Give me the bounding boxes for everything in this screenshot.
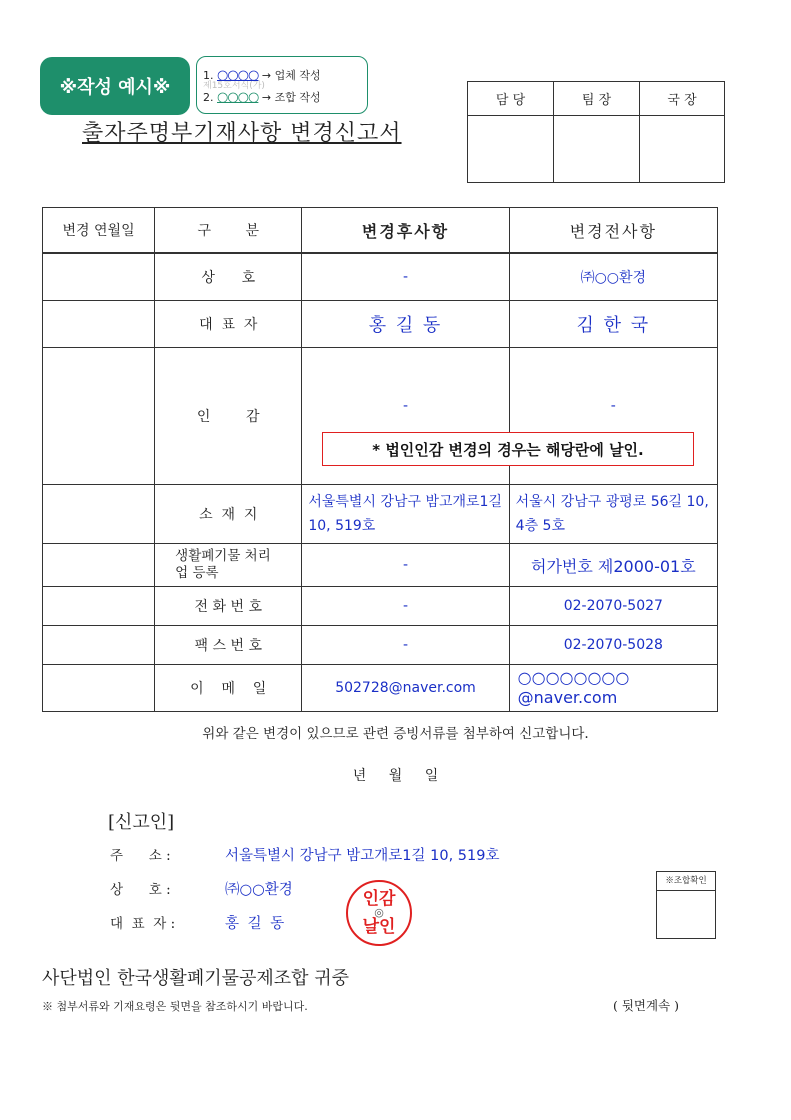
header-after: 변경후사항: [302, 208, 509, 254]
seal-circle-icon: ◎: [374, 906, 384, 919]
date-line: 년 월 일: [352, 768, 439, 784]
row-date-cell[interactable]: [43, 544, 155, 587]
seal-line2: 날인: [362, 917, 396, 937]
row-before[interactable]: 02-2070-5028: [509, 626, 717, 665]
row-after[interactable]: -: [302, 587, 509, 626]
row-label: 대 표 자: [155, 301, 302, 348]
row-date-cell[interactable]: [43, 485, 155, 544]
row-date-cell[interactable]: [43, 253, 155, 301]
row-after[interactable]: -: [302, 253, 509, 301]
seal-stamp[interactable]: [346, 880, 412, 946]
seal-line1: 인감: [362, 889, 396, 909]
table-header-row: [43, 208, 718, 254]
row-date-cell[interactable]: [43, 626, 155, 665]
row-label: 생활폐기물 처리업 등록: [155, 544, 302, 587]
row-before[interactable]: -: [509, 348, 717, 485]
table-row: [43, 253, 718, 301]
header-change-date: 변경 연월일: [43, 208, 155, 254]
approval-header-staff: 담 당: [468, 82, 554, 116]
reporter-company-row: [110, 878, 293, 899]
row-before[interactable]: 서울시 강남구 광평로 56길 10, 4층 5호: [509, 485, 717, 544]
table-row: [43, 587, 718, 626]
row-after[interactable]: 서울특별시 강남구 밤고개로1길 10, 519호: [302, 485, 509, 544]
legend-box: [196, 56, 368, 114]
row-before[interactable]: 김 한 국: [509, 301, 717, 348]
continued-note: ( 뒷면계속 ): [613, 998, 680, 1013]
company-label: 상 호 :: [110, 882, 171, 898]
rep-value[interactable]: 홍 길 동: [225, 916, 287, 932]
row-label: 인 감: [155, 348, 302, 485]
declaration-statement: 위와 같은 변경이 있으므로 관련 증빙서류를 첨부하여 신고합니다.: [202, 726, 589, 742]
legend-row1-circles: ○○○○: [217, 68, 259, 83]
row-after[interactable]: -: [302, 626, 509, 665]
company-value[interactable]: ㈜○○환경: [225, 882, 293, 898]
header-category: 구 분: [155, 208, 302, 254]
row-after[interactable]: 502728@naver.com: [302, 665, 509, 712]
row-before[interactable]: ○○○○○○○○ @naver.com: [509, 665, 717, 712]
approval-table: [467, 81, 725, 183]
header-before: 변경전사항: [509, 208, 717, 254]
reporter-heading: [신고인]: [108, 812, 175, 833]
union-check-box[interactable]: [656, 871, 716, 939]
legend-row2-text: → 조합 작성: [261, 91, 321, 104]
document-title: 출자주명부기재사항 변경신고서: [82, 121, 402, 146]
row-label: 팩 스 번 호: [155, 626, 302, 665]
example-badge: ※작성 예시※: [40, 57, 190, 115]
row-after[interactable]: -: [302, 544, 509, 587]
row-date-cell[interactable]: [43, 348, 155, 485]
row-before[interactable]: ㈜○○환경: [509, 253, 717, 301]
row-date-cell[interactable]: [43, 301, 155, 348]
approval-sign-staff[interactable]: [468, 116, 554, 183]
legend-row2-number: 2.: [203, 91, 214, 104]
row-label: 상 호: [155, 253, 302, 301]
rep-label: 대 표 자 :: [110, 916, 176, 932]
footnote: ※ 첨부서류와 기재요령은 뒷면을 참조하시기 바랍니다.: [42, 1000, 308, 1013]
approval-header-director: 국 장: [640, 82, 725, 116]
row-before[interactable]: 02-2070-5027: [509, 587, 717, 626]
address-value[interactable]: 서울특별시 강남구 밤고개로1길 10, 519호: [225, 848, 500, 864]
union-check-label: ※조합확인: [657, 872, 715, 891]
table-row: [43, 301, 718, 348]
row-after[interactable]: 홍 길 동: [302, 301, 509, 348]
legend-row-union: [203, 89, 321, 105]
row-date-cell[interactable]: [43, 587, 155, 626]
table-row: [43, 665, 718, 712]
table-row: [43, 626, 718, 665]
row-after[interactable]: -: [302, 348, 509, 485]
row-before[interactable]: 허가번호 제2000-01호: [509, 544, 717, 587]
row-label: 소 재 지: [155, 485, 302, 544]
legend-row2-circles: ○○○○: [217, 90, 259, 105]
seal-note: * 법인인감 변경의 경우는 해당란에 날인.: [322, 432, 694, 466]
address-label: 주 소 :: [110, 848, 171, 864]
reporter-rep-row: [110, 912, 286, 933]
table-row: [43, 485, 718, 544]
reporter-address-row: [110, 844, 500, 865]
recipient: 사단법인 한국생활폐기물공제조합 귀중: [42, 968, 350, 989]
legend-row-company: [203, 67, 321, 83]
row-date-cell[interactable]: [43, 665, 155, 712]
row-label: 이 메 일: [155, 665, 302, 712]
approval-sign-team-lead[interactable]: [554, 116, 640, 183]
legend-row1-text: → 업체 작성: [261, 69, 321, 82]
approval-header-team-lead: 팀 장: [554, 82, 640, 116]
row-label: 전 화 번 호: [155, 587, 302, 626]
legend-row1-number: 1.: [203, 69, 214, 82]
table-row: [43, 544, 718, 587]
form-number-ghost: 제15호서식(가): [203, 81, 265, 91]
approval-sign-director[interactable]: [640, 116, 725, 183]
